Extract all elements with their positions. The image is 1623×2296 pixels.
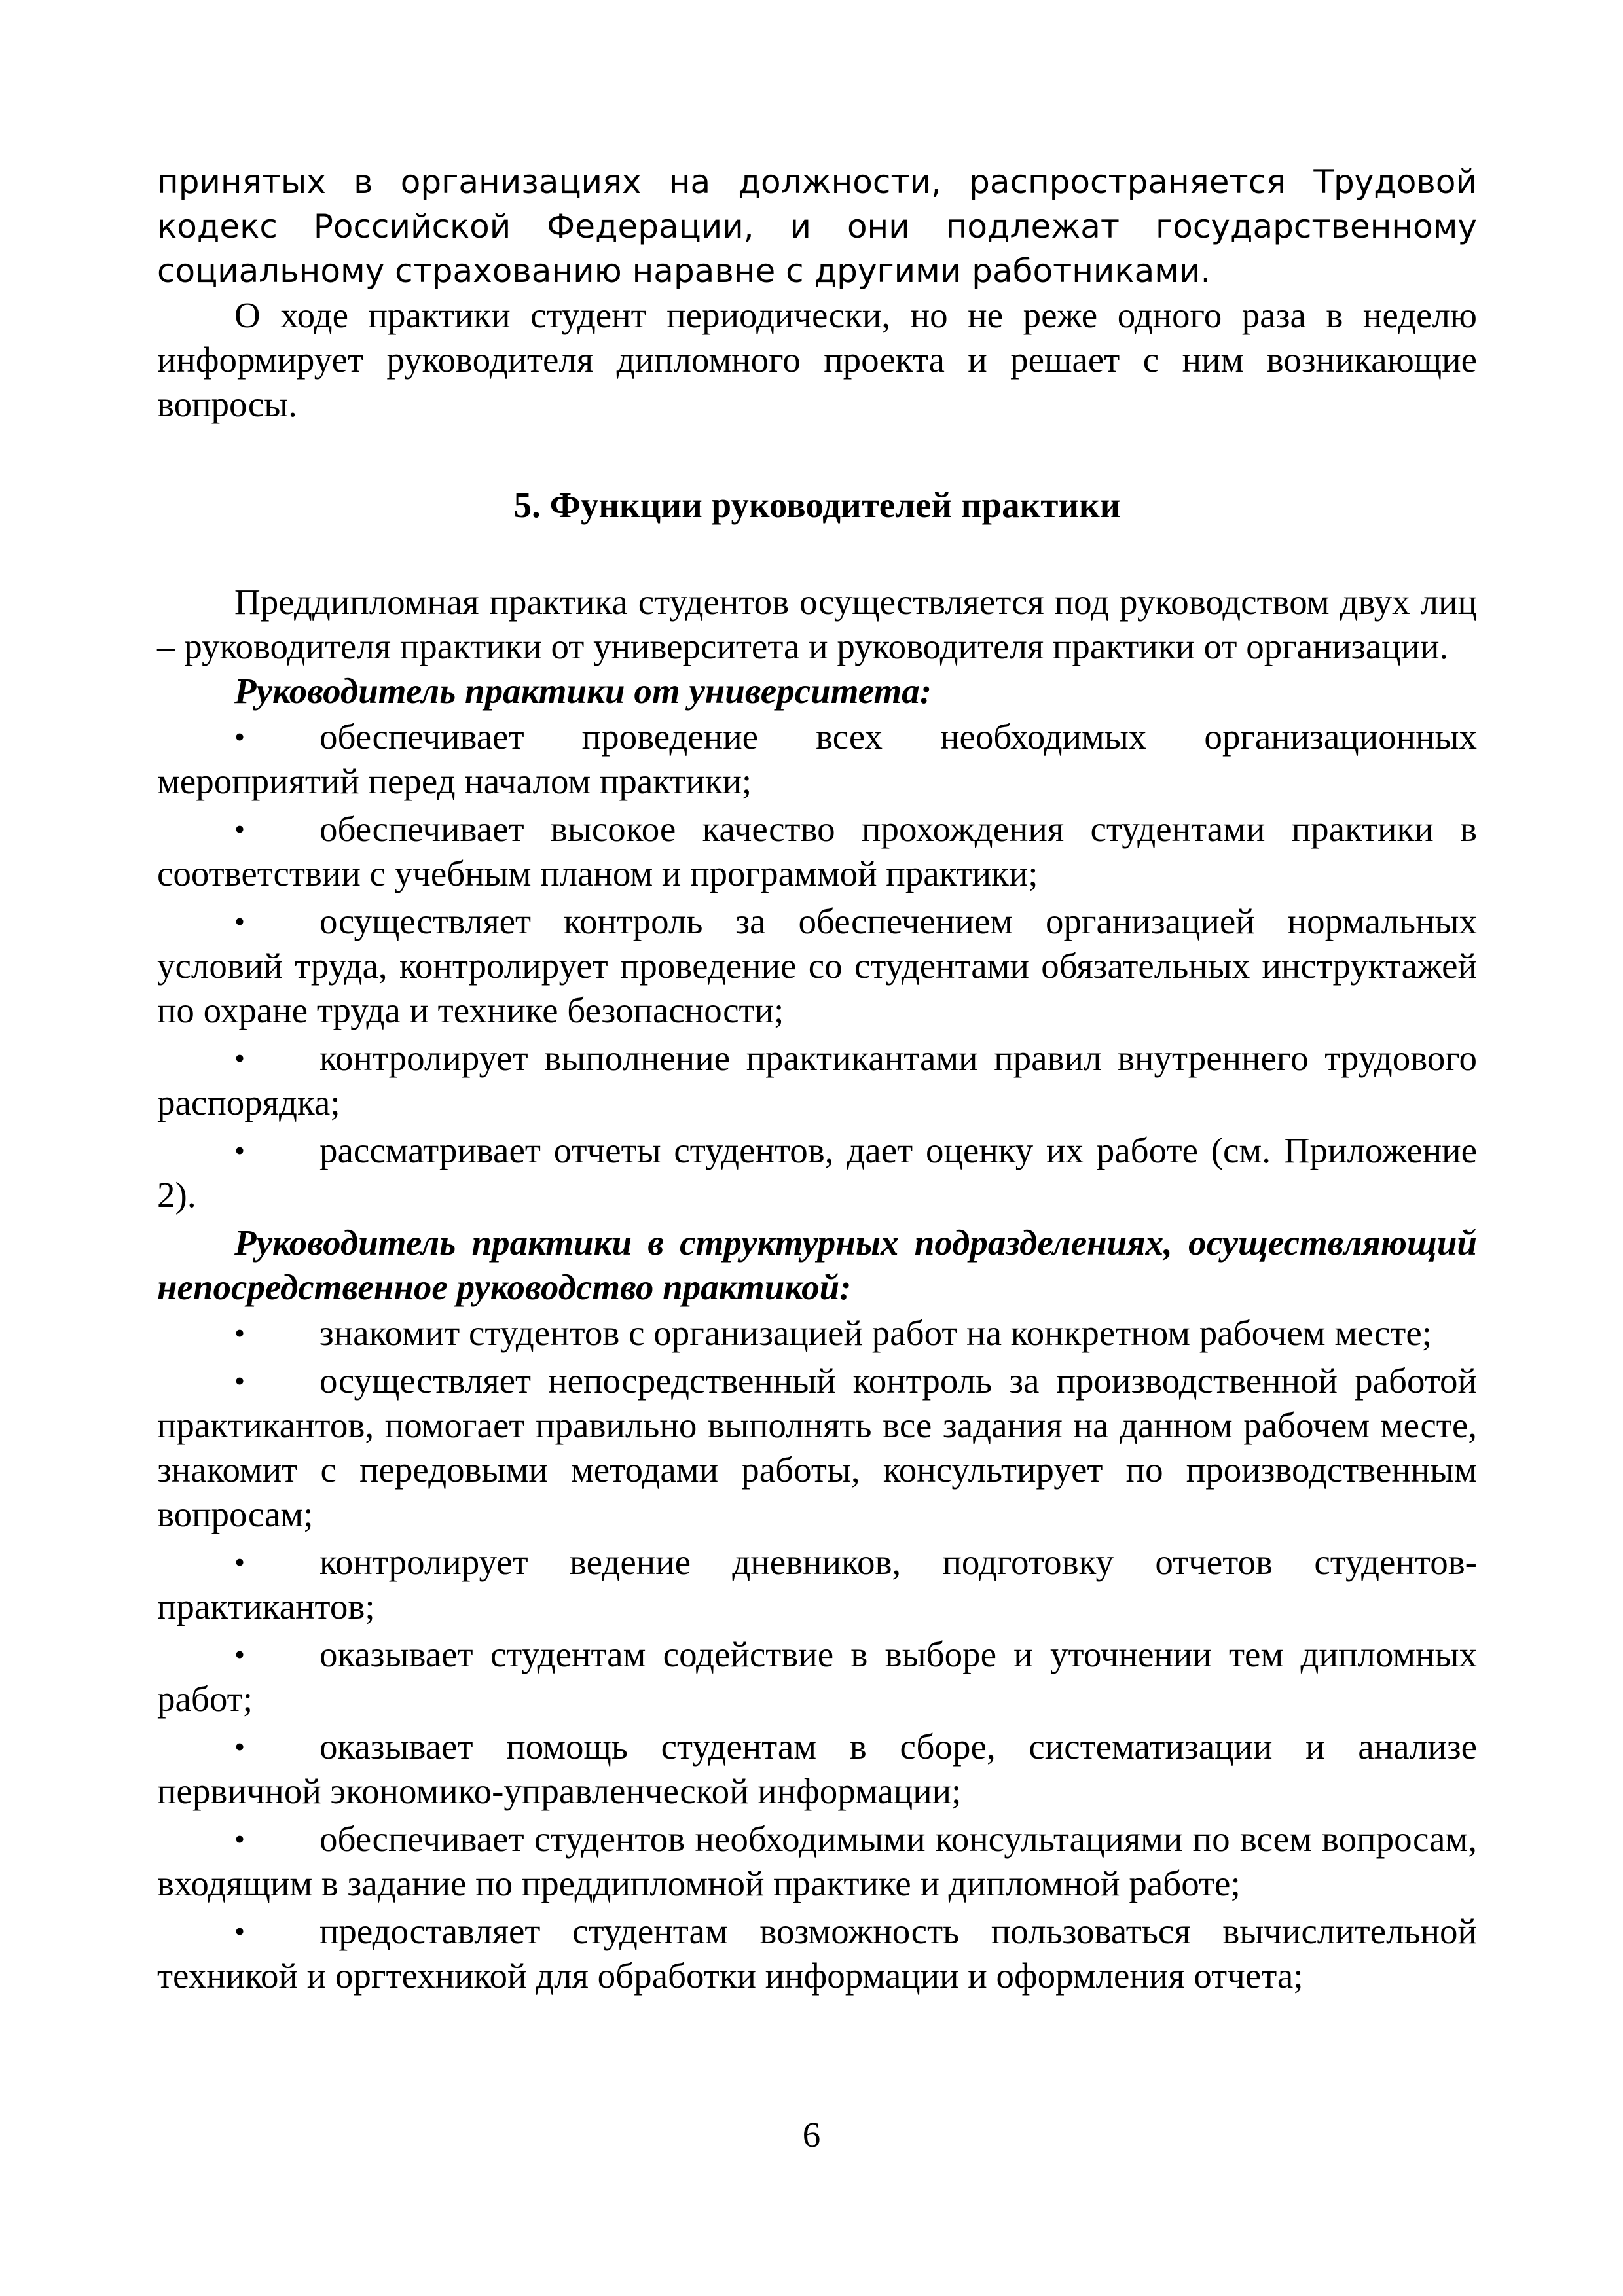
list-item-text: обеспечивает проведение всех необходимых организационных мероприятий перед началом практики; bbox=[157, 717, 1477, 801]
list-item-text: осуществляет непосредственный контроль за производственной работой практикантов, помогает правильно выполнять все задания на данном рабочем месте, знакомит с передовыми методами работы, консультирует по производственным вопросам; bbox=[157, 1361, 1477, 1534]
intro-paragraph-1: принятых в организациях на должности, распространяется Трудовой кодекс Российской Федерации, и они подлежат государственному социальному страхованию наравне с другими работниками. bbox=[157, 163, 1477, 290]
list-item bbox=[157, 1128, 1477, 1217]
bullet-icon: • bbox=[234, 1914, 246, 1948]
bullet-icon: • bbox=[234, 1041, 246, 1075]
page-number: 6 bbox=[802, 2115, 821, 2155]
list-item-text: оказывает помощь студентам в сборе, систематизации и анализе первичной экономико-управленческой информации; bbox=[157, 1727, 1477, 1811]
bullet-icon: • bbox=[234, 1822, 246, 1856]
list-item-text: обеспечивает высокое качество прохождения студентами практики в соответствии с учебным планом и программой практики; bbox=[157, 809, 1477, 893]
bullet-icon: • bbox=[234, 1638, 246, 1671]
list-item bbox=[157, 715, 1477, 804]
university-supervisor-title: Руководитель практики от университета: bbox=[234, 671, 932, 711]
intro-paragraph-2: О ходе практики студент периодически, но не реже одного раза в неделю информирует руководителя дипломного проекта и решает с ним возникающие вопросы. bbox=[157, 295, 1477, 424]
list-item-text: контролирует ведение дневников, подготовку отчетов студентов-практикантов; bbox=[157, 1542, 1477, 1626]
list-item-text: контролирует выполнение практикантами правил внутреннего трудового распорядка; bbox=[157, 1038, 1477, 1122]
list-item bbox=[157, 1036, 1477, 1125]
document-page bbox=[157, 160, 1477, 2001]
list-item bbox=[157, 1311, 1477, 1355]
bullet-icon: • bbox=[234, 1316, 246, 1350]
university-supervisor-list bbox=[157, 715, 1477, 1217]
section-intro-paragraph: Преддипломная практика студентов осуществляется под руководством двух лиц – руководителя практики от университета и руководителя практики от организации. bbox=[157, 582, 1477, 666]
list-item bbox=[157, 1540, 1477, 1629]
organization-supervisor-title: Руководитель практики в структурных подразделениях, осуществляющий непосредственное руководство практикой: bbox=[157, 1223, 1477, 1307]
list-item-text: осуществляет контроль за обеспечением организацией нормальных условий труда, контролирует проведение со студентами обязательных инструктажей по охране труда и технике безопасности; bbox=[157, 901, 1477, 1030]
list-item bbox=[157, 899, 1477, 1033]
list-item-text: знакомит студентов с организацией работ на конкретном рабочем месте; bbox=[319, 1313, 1432, 1353]
bullet-icon: • bbox=[234, 905, 246, 938]
list-item bbox=[157, 1909, 1477, 1998]
list-item-text: оказывает студентам содействие в выборе и уточнении тем дипломных работ; bbox=[157, 1634, 1477, 1719]
list-item bbox=[157, 1632, 1477, 1721]
list-item-text: рассматривает отчеты студентов, дает оценку их работе (см. Приложение 2). bbox=[157, 1130, 1477, 1215]
bullet-icon: • bbox=[234, 1134, 246, 1167]
bullet-icon: • bbox=[234, 1545, 246, 1579]
list-item bbox=[157, 1817, 1477, 1906]
bullet-icon: • bbox=[234, 720, 246, 753]
list-item bbox=[157, 1725, 1477, 1814]
section-heading: 5. Функции руководителей практики bbox=[513, 485, 1121, 525]
bullet-icon: • bbox=[234, 812, 246, 846]
list-item-text: обеспечивает студентов необходимыми консультациями по всем вопросам, входящим в задание по преддипломной практике и дипломной работе; bbox=[157, 1819, 1477, 1903]
bullet-icon: • bbox=[234, 1730, 246, 1763]
list-item-text: предоставляет студентам возможность пользоваться вычислительной техникой и оргтехникой для обработки информации и оформления отчета; bbox=[157, 1911, 1477, 1996]
organization-supervisor-list bbox=[157, 1311, 1477, 1998]
list-item bbox=[157, 807, 1477, 896]
bullet-icon: • bbox=[234, 1364, 246, 1397]
list-item bbox=[157, 1359, 1477, 1537]
